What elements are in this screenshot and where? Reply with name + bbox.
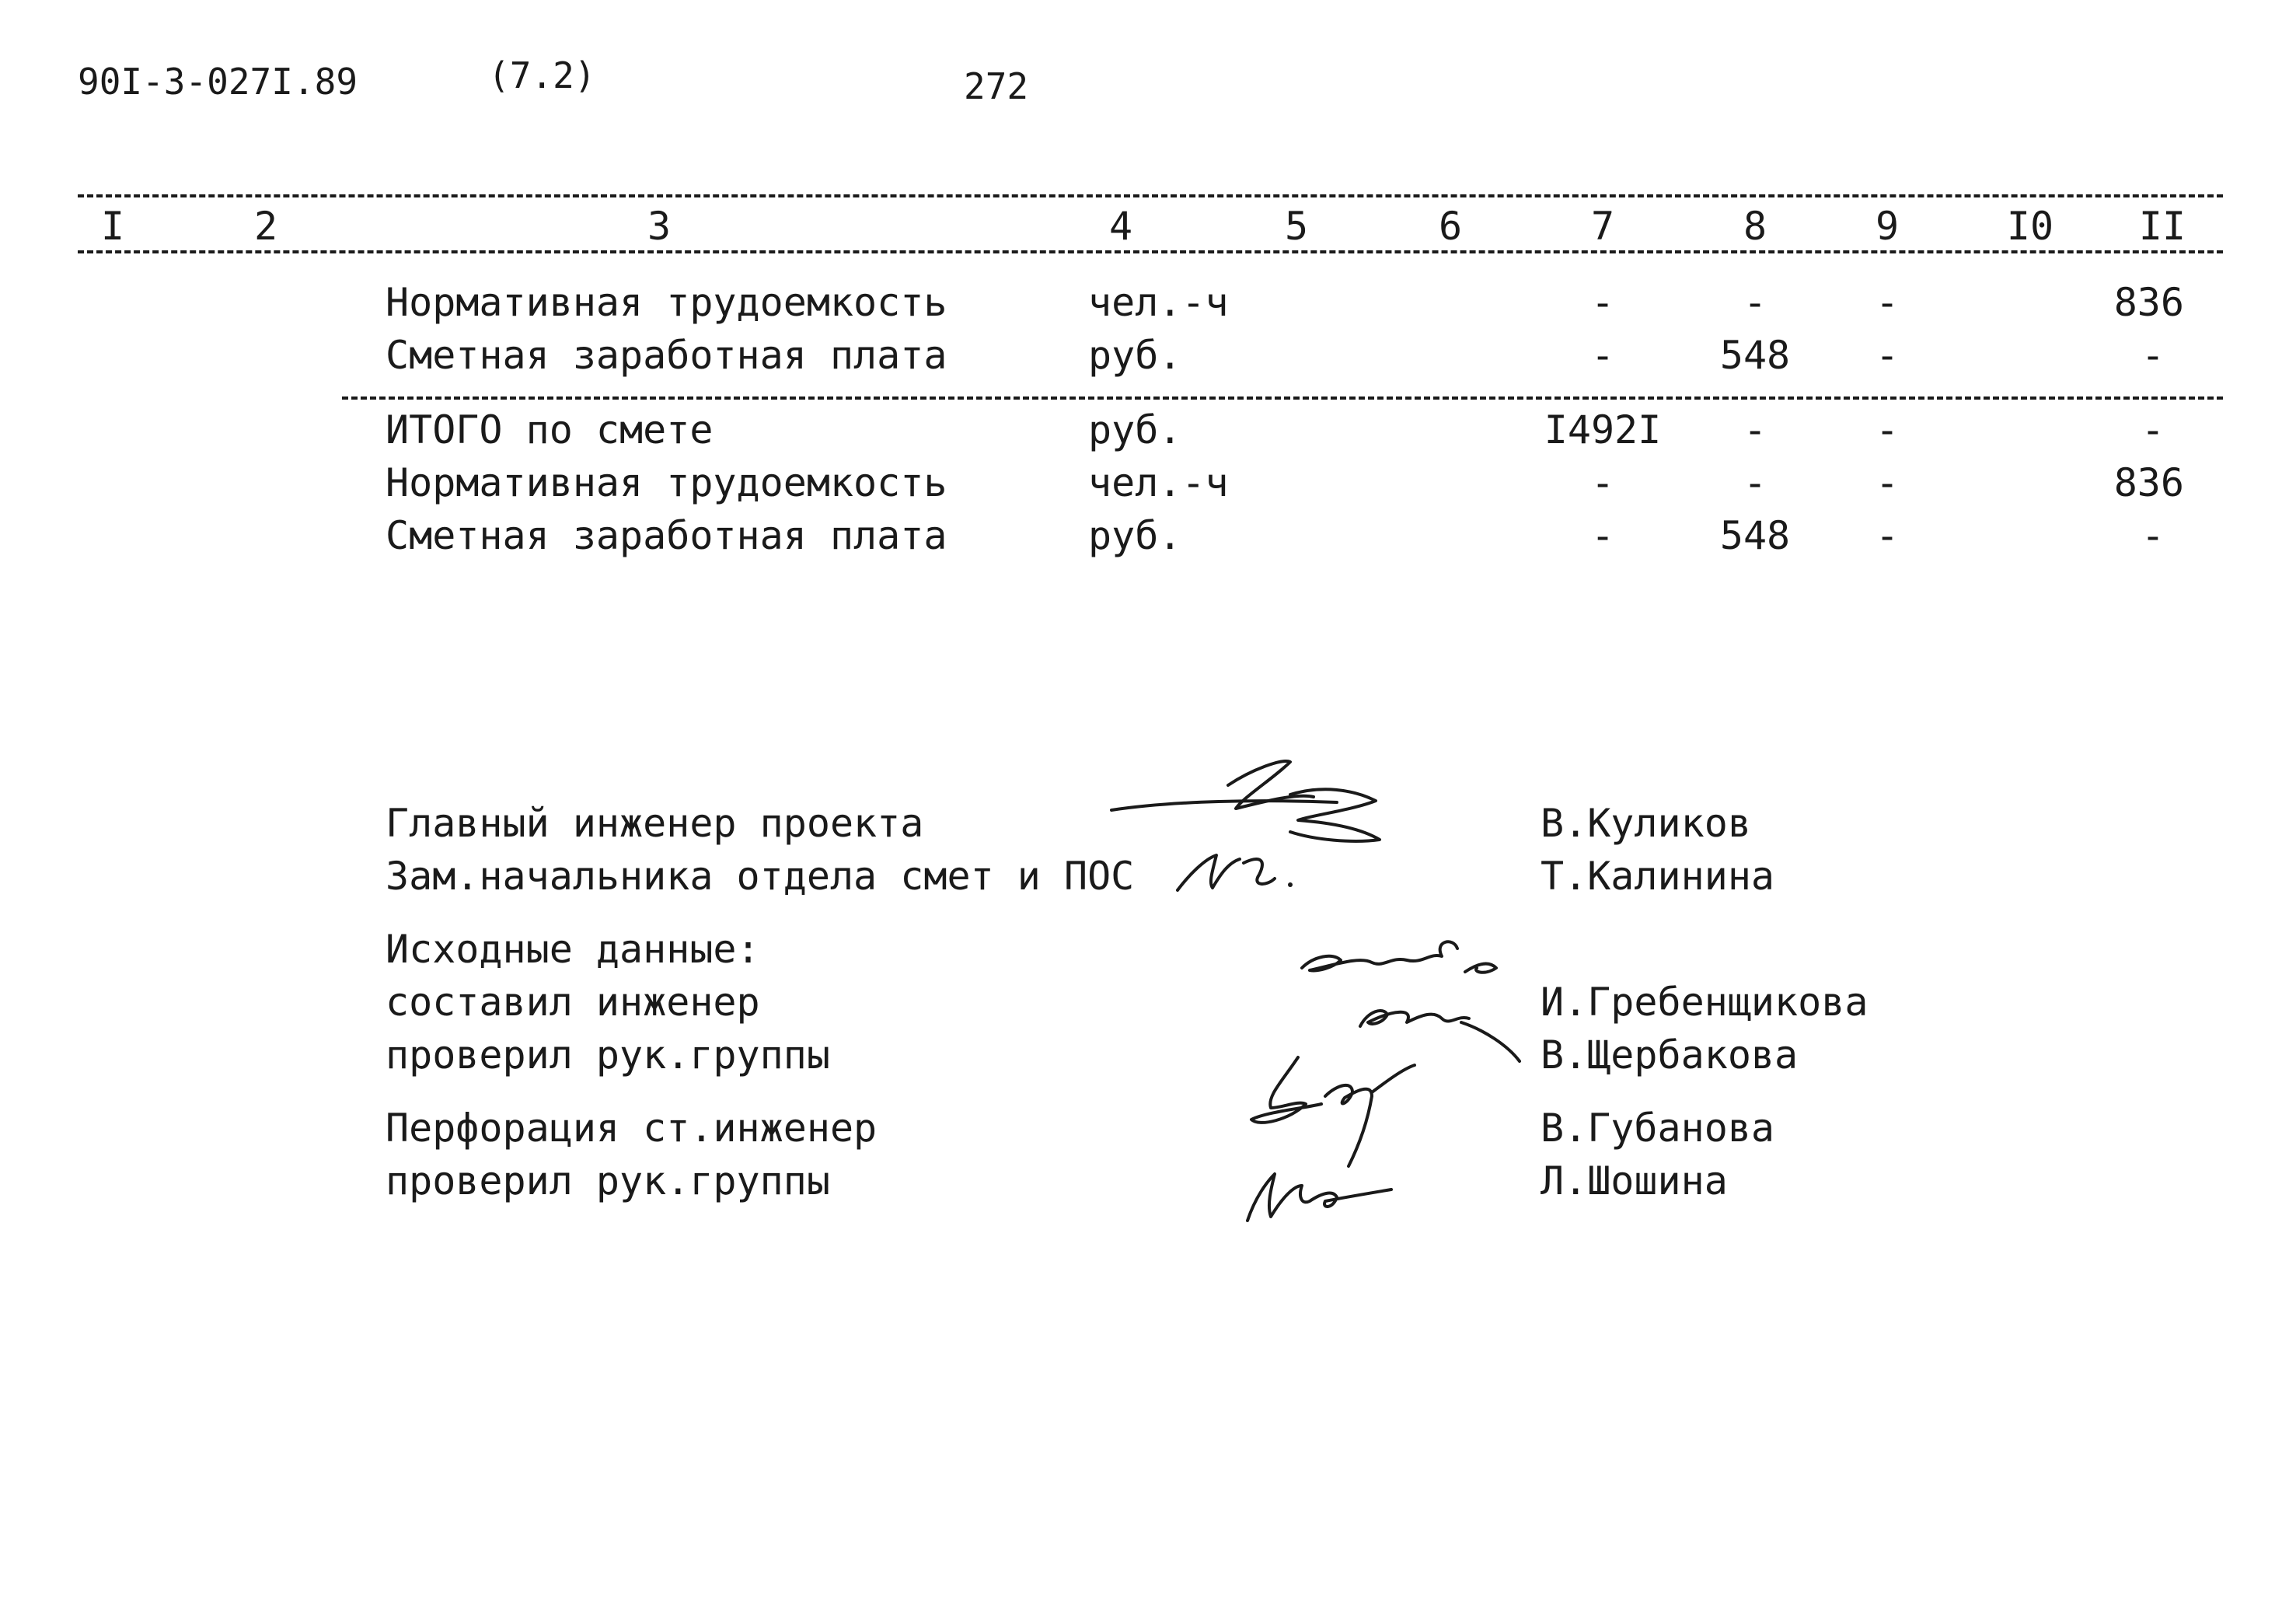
cell-col9: -	[1875, 407, 1900, 452]
column-header: 8	[1743, 204, 1767, 249]
signature-name: И.Гребенщикова	[1541, 980, 1869, 1025]
row-label: Нормативная трудоемкость	[386, 460, 947, 505]
subtotal-rule	[342, 397, 2223, 400]
signature-name: Т.Калинина	[1541, 854, 1775, 899]
column-header: 2	[253, 204, 278, 249]
page-number: 272	[964, 65, 1029, 107]
cell-col9: -	[1875, 513, 1900, 558]
cell-col9: -	[1875, 280, 1900, 325]
cell-col8: -	[1743, 407, 1767, 452]
document-code: 90I-3-027I.89	[78, 61, 358, 103]
cell-col11: 836	[2113, 460, 2184, 505]
cell-col8: -	[1743, 460, 1767, 505]
handwritten-signature	[1236, 1050, 1422, 1228]
cell-col8: 548	[1719, 513, 1791, 558]
column-header: II	[2138, 204, 2186, 249]
cell-col7: -	[1590, 513, 1615, 558]
table-top-rule	[78, 194, 2223, 197]
signature-role: Перфорация ст.инженер	[386, 1106, 878, 1151]
column-header: 7	[1590, 204, 1615, 249]
row-unit: руб.	[1088, 407, 1182, 452]
cell-col7: I492I	[1544, 407, 1662, 452]
row-label: Сметная заработная плата	[386, 333, 947, 378]
signature-name: В.Губанова	[1541, 1106, 1775, 1151]
row-label: ИТОГО по смете	[386, 407, 714, 452]
cell-col7: -	[1590, 280, 1615, 325]
row-label: Нормативная трудоемкость	[386, 280, 947, 325]
cell-col11: -	[2141, 407, 2165, 452]
column-header: I0	[2006, 204, 2054, 249]
signature-role: проверил рук.группы	[386, 1032, 830, 1078]
signature-role: Зам.начальника отдела смет и ПОС	[386, 854, 1135, 899]
cell-col7: -	[1590, 460, 1615, 505]
signature-role: составил инженер	[386, 980, 760, 1025]
signature-name: Л.Шошина	[1541, 1158, 1728, 1204]
column-header: I	[100, 204, 125, 249]
cell-col11: -	[2141, 513, 2165, 558]
row-unit: чел.-ч	[1088, 280, 1229, 325]
row-label: Сметная заработная плата	[386, 513, 947, 558]
cell-col7: -	[1590, 333, 1615, 378]
signature-role: Главный инженер проекта	[386, 801, 924, 846]
column-header: 9	[1875, 204, 1900, 249]
cell-col8: -	[1743, 280, 1767, 325]
column-header: 3	[647, 204, 672, 249]
signature-name: В.Щербакова	[1541, 1032, 1799, 1078]
cell-col9: -	[1875, 333, 1900, 378]
cell-col11: 836	[2113, 280, 2184, 325]
column-header: 4	[1108, 204, 1133, 249]
row-unit: чел.-ч	[1088, 460, 1229, 505]
cell-col11: -	[2141, 333, 2165, 378]
row-unit: руб.	[1088, 333, 1182, 378]
column-header: 6	[1438, 204, 1463, 249]
column-header: 5	[1284, 204, 1309, 249]
source-data-heading: Исходные данные:	[386, 927, 760, 972]
signature-name: В.Куликов	[1541, 801, 1751, 846]
handwritten-signature	[1174, 840, 1329, 902]
cell-col8: 548	[1719, 333, 1791, 378]
section-number: (7.2)	[488, 54, 596, 96]
table-header-rule	[78, 250, 2223, 253]
signature-role: проверил рук.группы	[386, 1158, 830, 1204]
row-unit: руб.	[1088, 513, 1182, 558]
cell-col9: -	[1875, 460, 1900, 505]
